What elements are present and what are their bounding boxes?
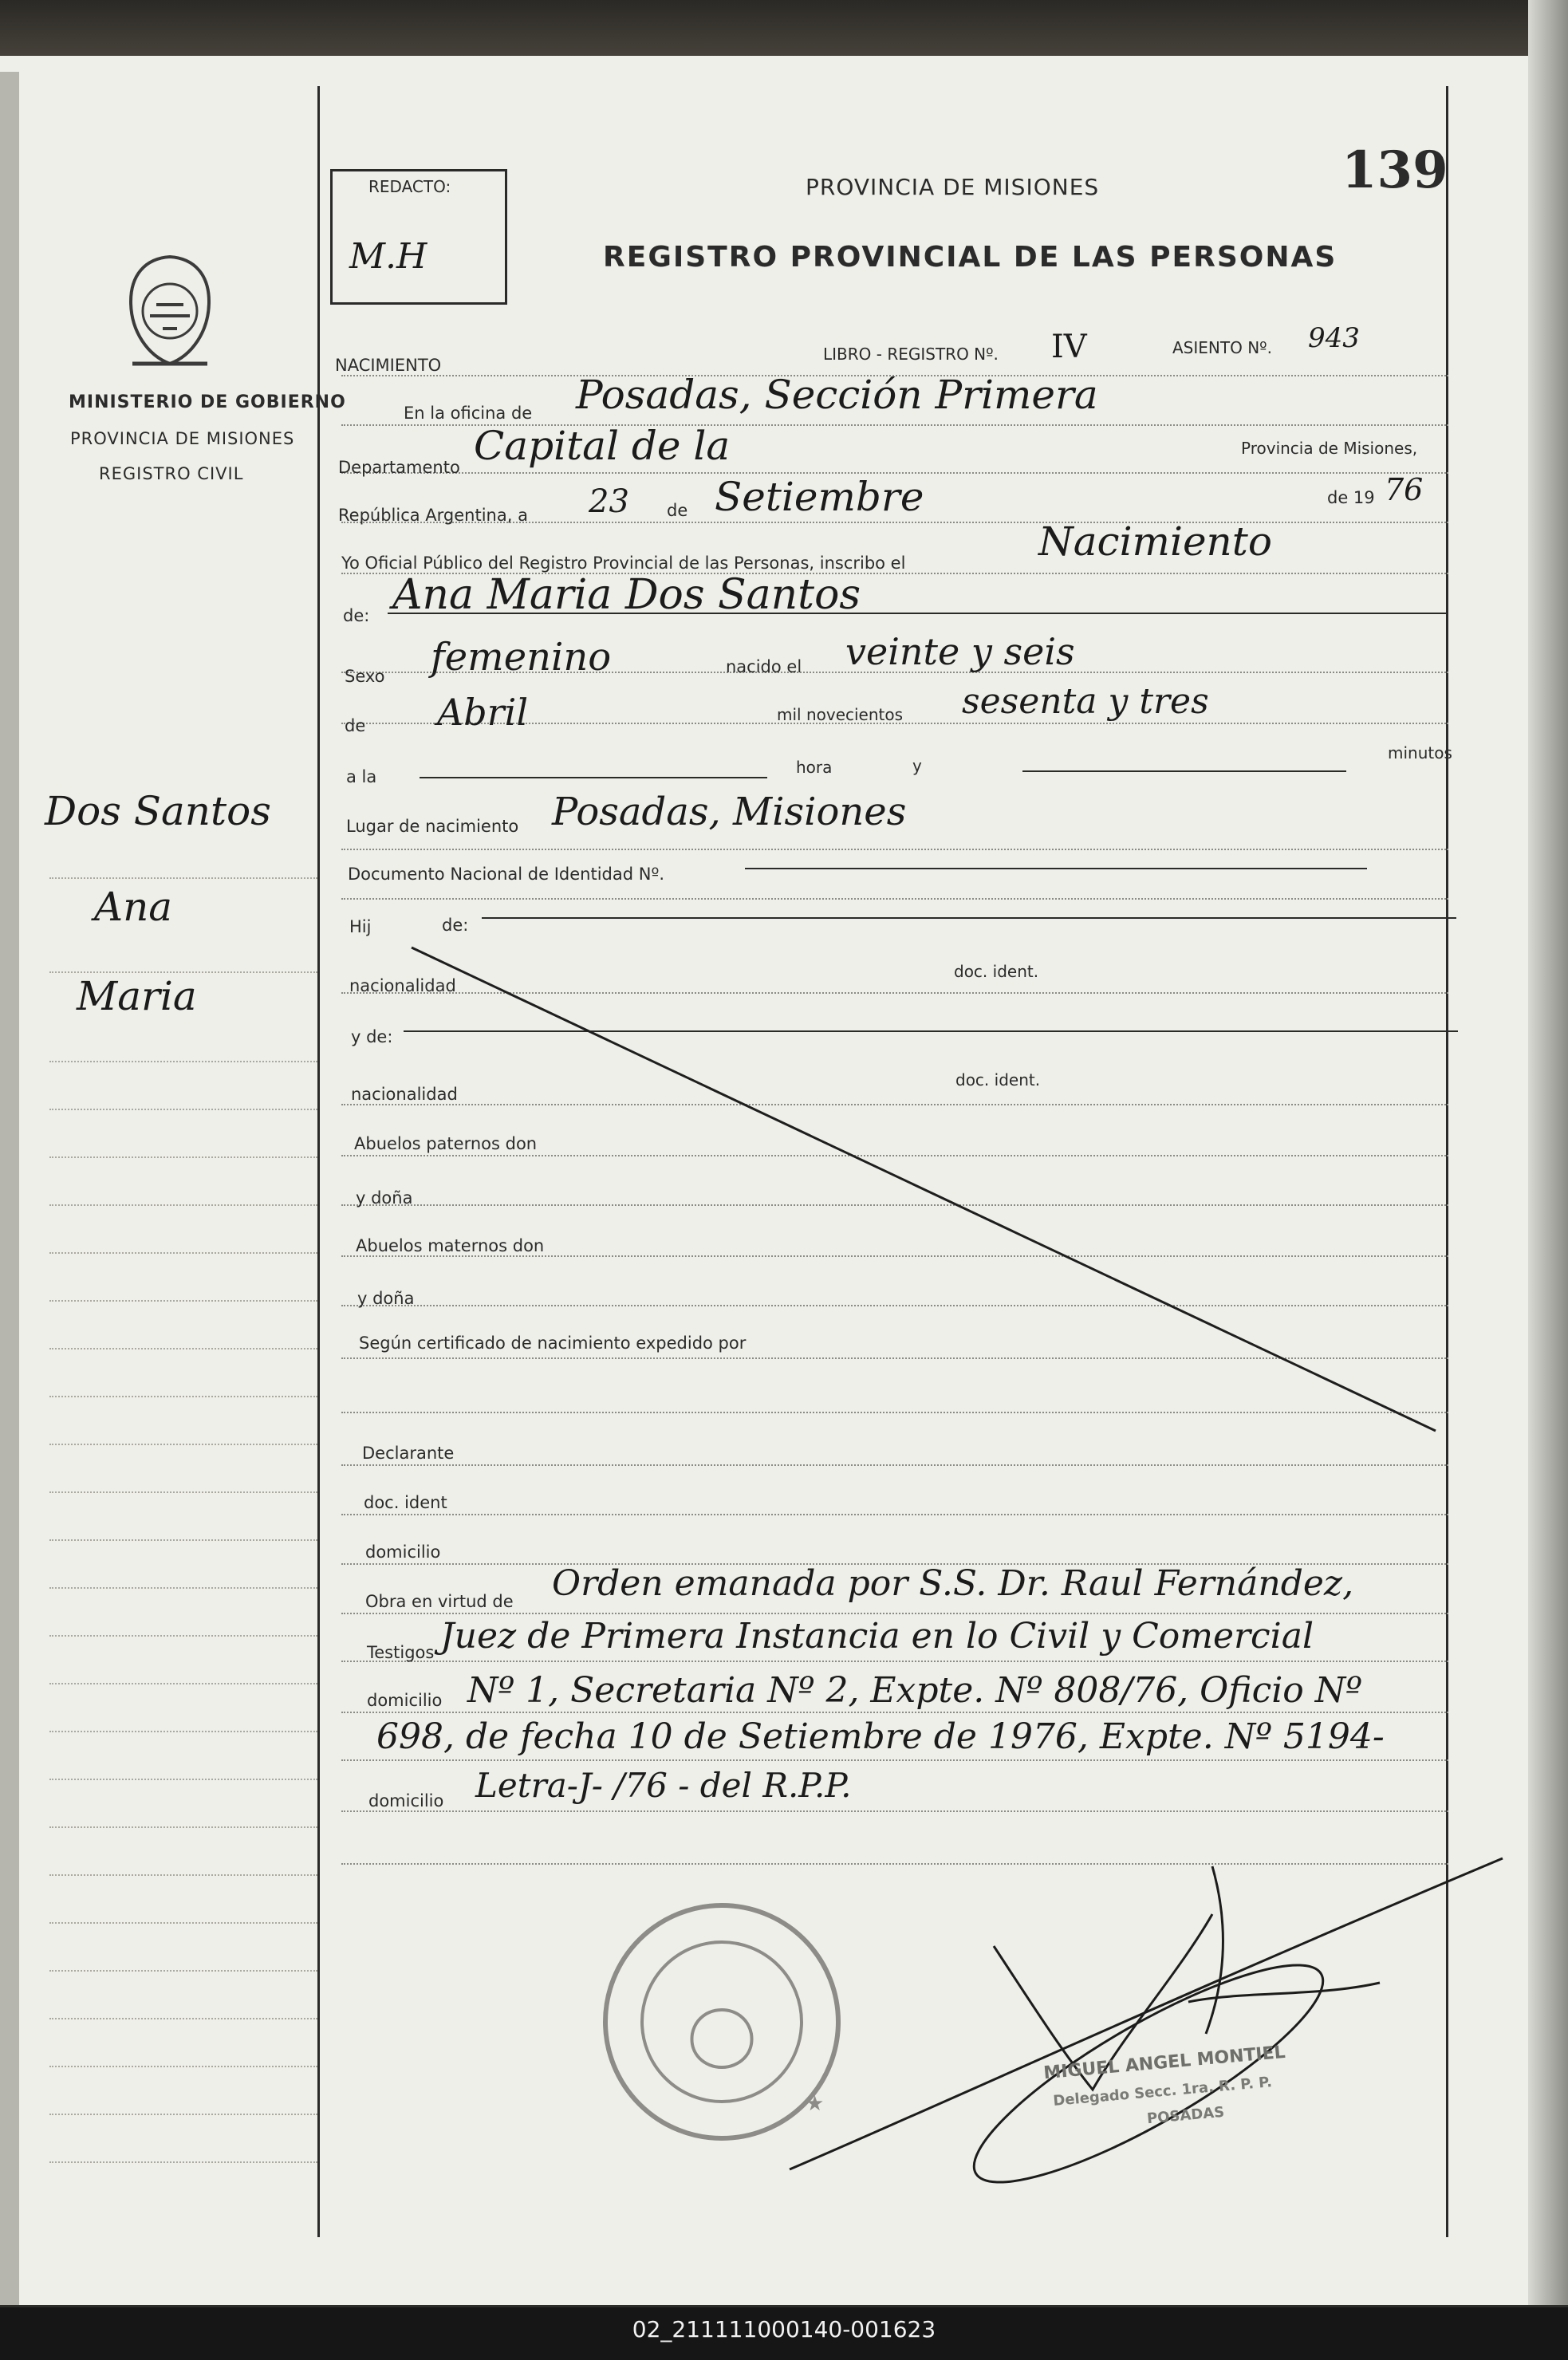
de-label: de <box>667 501 688 520</box>
minutos-label: minutos <box>1388 743 1452 762</box>
stamp-name: MIGUEL ANGEL MONTIEL <box>1042 2042 1286 2084</box>
stamp-role: Delegado Secc. 1ra. R. P. P. <box>1052 2074 1273 2110</box>
signature <box>766 1834 1515 2201</box>
anio-prefix: de 19 <box>1327 488 1375 507</box>
obra-line-1: Orden emanada por S.S. Dr. Raul Fernández, <box>552 1563 1354 1604</box>
libro-value: IV <box>1051 329 1087 365</box>
ydona-2-label: y doña <box>357 1289 415 1308</box>
margin-name-2: Maria <box>77 973 197 1019</box>
docident-1-label: doc. ident. <box>954 962 1039 981</box>
dni-label: Documento Nacional de Identidad Nº. <box>348 865 665 884</box>
footer-id: 02_211111000140-001623 <box>632 2316 936 2342</box>
ydona-1-label: y doña <box>356 1188 413 1208</box>
nacionalidad-1-label: nacionalidad <box>349 976 456 995</box>
libro-label: LIBRO - REGISTRO Nº. <box>823 345 999 364</box>
mil-label: mil novecientos <box>777 705 904 724</box>
obra-line-4: 698, de fecha 10 de Setiembre de 1976, Expte. Nº 5194- <box>376 1716 1385 1757</box>
seal-ministry: MINISTERIO DE GOBIERNO <box>69 392 346 412</box>
abuelos-paternos-label: Abuelos paternos don <box>354 1134 538 1153</box>
domicilio-3-label: domicilio <box>368 1791 444 1810</box>
nombre-value: Ana Maria Dos Santos <box>392 571 861 619</box>
sexo-label: Sexo <box>345 667 385 686</box>
dia-value: 23 <box>589 483 629 520</box>
margin-surname: Dos Santos <box>45 788 271 834</box>
stamp-city: POSADAS <box>1146 2103 1225 2128</box>
asiento-value: 943 <box>1308 322 1360 354</box>
domicilio-1-label: domicilio <box>365 1542 441 1562</box>
y-label: y <box>912 756 922 775</box>
domicilio-2-label: domicilio <box>367 1691 443 1710</box>
mes-value: Setiembre <box>715 474 924 520</box>
hora-label: hora <box>796 758 833 777</box>
redacto-label: REDACTO: <box>368 177 451 196</box>
obra-line-3: Nº 1, Secretaria Nº 2, Expte. Nº 808/76, Oficio Nº <box>467 1670 1362 1711</box>
obra-label: Obra en virtud de <box>365 1592 514 1611</box>
parent1-de-label: de: <box>442 916 469 935</box>
anio-nac-value: sesenta y tres <box>962 681 1209 722</box>
asiento-label: ASIENTO Nº. <box>1172 338 1272 357</box>
page-title: REGISTRO PROVINCIAL DE LAS PERSONAS <box>603 241 1338 274</box>
nacionalidad-2-label: nacionalidad <box>351 1085 458 1104</box>
lugar-value: Posadas, Misiones <box>552 790 907 834</box>
nacido-label: nacido el <box>726 657 802 676</box>
docident-2-label: doc. ident. <box>955 1070 1041 1089</box>
anio-value: 76 <box>1385 472 1424 507</box>
mes-nac-value: Abril <box>437 691 529 734</box>
ala-label: a la <box>346 767 377 786</box>
segun-label: Según certificado de nacimiento expedido por <box>359 1334 747 1353</box>
margin-name-1: Ana <box>94 884 173 930</box>
parent2-de-label: y de: <box>351 1027 393 1046</box>
hij-label: Hij <box>349 917 372 936</box>
testigos-label: Testigos <box>367 1643 435 1662</box>
seal-office: REGISTRO CIVIL <box>99 464 244 483</box>
header-province: PROVINCIA DE MISIONES <box>806 174 1100 200</box>
redacto-value: M.H <box>349 236 427 277</box>
nacido-value: veinte y seis <box>845 630 1075 673</box>
nombre-label: de: <box>343 606 370 625</box>
doc-ident-label: doc. ident <box>364 1493 447 1512</box>
svg-text:★: ★ <box>806 2092 825 2116</box>
seal-province: PROVINCIA DE MISIONES <box>70 429 295 448</box>
sexo-value: femenino <box>431 635 612 680</box>
oficial-text: Yo Oficial Público del Registro Provincial de las Personas, inscribo el <box>341 554 906 573</box>
declarante-label: Declarante <box>362 1444 455 1463</box>
de2-label: de <box>345 716 366 735</box>
obra-line-2: Juez de Primera Instancia en lo Civil y Comercial <box>440 1616 1314 1657</box>
lugar-label: Lugar de nacimiento <box>346 817 519 836</box>
record-type-label: NACIMIENTO <box>335 356 442 375</box>
acto-value: Nacimiento <box>1038 518 1272 565</box>
page-number: 139 <box>1341 140 1448 200</box>
oficina-label: En la oficina de <box>404 404 533 423</box>
abuelos-maternos-label: Abuelos maternos don <box>356 1236 545 1255</box>
departamento-label: Departamento <box>338 458 460 477</box>
provincia-label: Provincia de Misiones, <box>1241 439 1418 458</box>
departamento-value: Capital de la <box>474 423 731 469</box>
republica-label: República Argentina, a <box>338 506 528 525</box>
oficina-value: Posadas, Sección Primera <box>576 372 1098 418</box>
obra-line-5: Letra-J- /76 - del R.P.P. <box>475 1766 852 1805</box>
